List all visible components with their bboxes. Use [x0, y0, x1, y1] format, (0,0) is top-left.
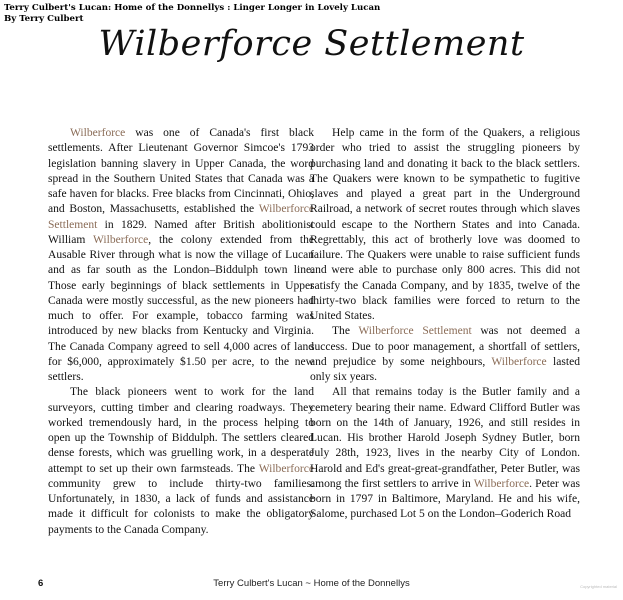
highlighted-term: Wilberforce	[491, 355, 547, 368]
paragraph-text: . Peter was born in 1797 in Baltimore, Maryland. He and his wife, Salome, purchased Lot 5 on the London–Goderich Road	[310, 477, 581, 521]
highlighted-term: Wilberforce	[473, 477, 530, 490]
body-paragraph	[48, 126, 314, 385]
body-paragraph	[310, 324, 580, 385]
body-paragraph	[310, 385, 580, 522]
header-book-title: Terry Culbert's Lucan: Home of the Donnellys : Linger Longer in Lovely Lucan	[4, 3, 381, 13]
body-paragraph	[48, 385, 314, 538]
page-header	[4, 3, 380, 25]
paragraph-text: The	[332, 325, 359, 338]
page-title: Wilberforce Settlement	[98, 24, 525, 64]
paragraph-text: in 1829. Named after British abolitionist William	[48, 218, 314, 246]
paragraph-text: All that remains today is the Butler family and a cemetery bearing their name. Edward Clifford Butler was born on the 14th of January, 1926, and still resides in Lucan. His brother Harold Joseph Sydney Butler, born July 28th, 1923, lives in the nearby City of London. Harold and Ed's great-great-grandfather, Peter Butler, was among the first settlers to arrive in	[310, 386, 580, 490]
paragraph-text: was one of Canada's first black settlements. After Lieutenant Governor Simcoe's 1793 legislation banning slavery in Upper Canada, the word spread in the Southern United States that Canada was a safe haven for blacks. Free blacks from Cincinnati, Ohio, and Boston, Massachusetts, established the	[48, 127, 314, 216]
highlighted-term: Wilberforce	[258, 462, 314, 475]
footer-book-title: Terry Culbert's Lucan ~ Home of the Donnellys	[213, 578, 410, 589]
right-column	[310, 126, 580, 523]
left-column	[48, 126, 314, 538]
highlighted-term: Wilberforce	[70, 127, 126, 139]
header-author: By Terry Culbert	[4, 14, 84, 24]
paragraph-text: , the colony extended from the Ausable River through what is now the village of Lucan and as far south as the London–Biddulph town line. Those early beginnings of black settlements in Upper Canada were mostly successful, as the new pioneers had much to offer. For example, tobacco farming was introduced by new blacks from Kentucky and Virginia. The Canada Company agreed to sell 4,000 acres of land for $6,000, approximately $1.50 per acre, to the new settlers.	[48, 233, 314, 383]
paragraph-text: community grew to include thirty-two families. Unfortunately, in 1830, a lack of funds and assistance made it difficult for colonists to make the obligatory payments to the Canada Company.	[48, 477, 314, 536]
highlighted-term: Wilberforce Settlement	[358, 325, 472, 338]
body-paragraph	[310, 126, 580, 324]
paragraph-text: lasted only six years.	[310, 355, 580, 383]
highlighted-term: Wilberforce Settlement	[48, 203, 314, 231]
page-number: 6	[38, 578, 44, 589]
paragraph-text: Help came in the form of the Quakers, a religious order who tried to assist the struggling pioneers by purchasing land and donating it back to the black settlers. The Quakers were known to be sympathetic to fugitive slaves and played a great part in the Underground Railroad, a network of secret routes through which slaves could escape to the Northern States and into Canada. Regrettably, this act of brotherly love was doomed to failure. The Quakers were unable to raise sufficient funds and were able to purchase only 800 acres. This did not satisfy the Canada Company, and by 1835, twelve of the thirty-two black families were forced to return to the United States.	[310, 127, 580, 322]
page-footer	[0, 575, 623, 595]
paragraph-text: The black pioneers went to work for the land surveyors, cutting timber and clearing roadways. They worked tremendously hard, in the process helping to open up the Township of Biddulph. The settlers cleared dense forests, which was gruelling work, in a desperate attempt to set up their own farmsteads. The	[48, 386, 314, 475]
paragraph-text: was not deemed a success. Due to poor management, a shortfall of settlers, and prejudice by some neighbours,	[310, 325, 580, 368]
copyright-watermark: Copyrighted material	[580, 584, 617, 589]
highlighted-term: Wilberforce	[92, 233, 149, 246]
